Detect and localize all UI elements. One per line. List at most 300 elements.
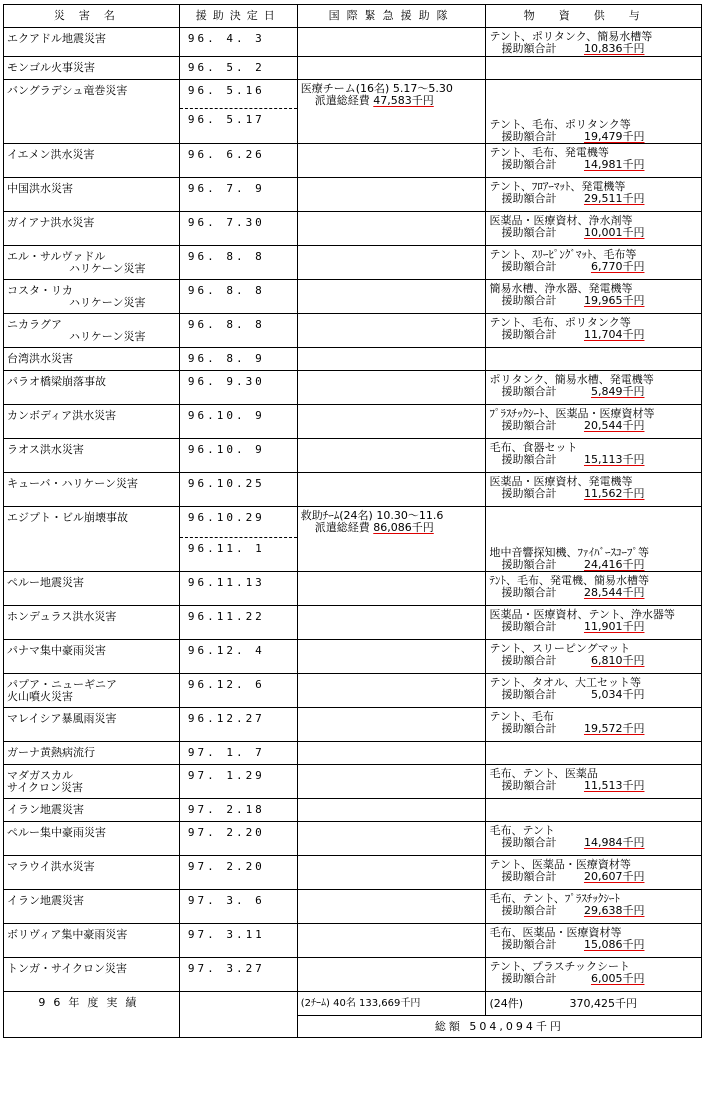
aid-total-line: [489, 131, 698, 143]
disaster-relief-table: [3, 4, 702, 1038]
team-cost-amount: 47,583千円: [373, 94, 434, 107]
disaster-name: パプア・ニューギニア: [7, 678, 117, 691]
aid-items: 医薬品・医療資材、浄水剤等: [489, 213, 633, 227]
decision-date: 96. 7.30: [179, 211, 297, 245]
aid-total-label: 援助額合計: [501, 938, 557, 951]
aid-total-line: [489, 454, 698, 466]
aid-total-amount-text: 20,544千円: [583, 418, 645, 432]
decision-date: 97. 1.29: [179, 765, 297, 799]
aid-total-line: [489, 621, 698, 633]
aid-total-amount-text: 6,810千円: [590, 654, 645, 667]
aid-total-label: 援助額合計: [501, 722, 557, 735]
table-row: [4, 742, 702, 765]
disaster-name-cell: [4, 57, 180, 80]
aid-total-amount: [556, 43, 644, 55]
disaster-name: エル・サルヴァドル: [7, 249, 106, 263]
aid-total-amount-text: 6,770千円: [590, 259, 645, 273]
aid-items: 毛布、食器セット: [489, 440, 578, 454]
disaster-name-cell: [4, 640, 180, 674]
header-row: [4, 5, 702, 28]
aid-items: 毛布、医薬品・医療資材等: [489, 926, 622, 939]
table-row: [4, 313, 702, 347]
aid-total-line: [489, 689, 698, 701]
relief-team-cell: [297, 674, 486, 708]
relief-team-cell: [297, 177, 486, 211]
decision-date: 96. 5.16: [179, 80, 297, 109]
disaster-name-cell: [4, 177, 180, 211]
decision-date: 96.11.22: [179, 606, 297, 640]
aid-total-label: 援助額合計: [501, 42, 557, 55]
aid-total-amount-text: 19,572千円: [583, 722, 645, 735]
material-aid-cell: [486, 438, 702, 472]
relief-team-cell: [297, 506, 486, 537]
summary-row: [4, 992, 702, 1016]
disaster-name: ホンデュラス洪水災害: [7, 610, 117, 623]
disaster-name: マダガスカル: [7, 769, 73, 782]
table-row: [4, 472, 702, 506]
disaster-name: ニカラグア: [7, 317, 62, 331]
material-aid-cell: [486, 606, 702, 640]
decision-date: 97. 2.18: [179, 799, 297, 822]
aid-items: テント、スリーピングマット: [489, 642, 631, 655]
aid-total-amount: [556, 420, 644, 432]
aid-items: 医薬品・医療資材、テント、浄水器等: [489, 608, 675, 621]
table-row: [4, 211, 702, 245]
relief-team-cell: [297, 742, 486, 765]
material-aid-cell: [486, 742, 702, 765]
disaster-name-cell: [4, 109, 180, 144]
disaster-name: イラン地震災害: [7, 803, 84, 816]
aid-items: テント、プラスチックシート: [489, 960, 631, 973]
aid-total-label: 援助額合計: [501, 558, 557, 571]
aid-total-label: 援助額合計: [501, 225, 557, 239]
disaster-name: ボリヴィア集中豪雨災害: [7, 928, 128, 941]
table-row: [4, 279, 702, 313]
team-cost-amount: 86,086千円: [373, 520, 434, 534]
relief-team-cell: [297, 572, 486, 606]
decision-date: 96.10. 9: [179, 438, 297, 472]
summary-date-cell: [179, 992, 297, 1016]
disaster-name-cell: [4, 279, 180, 313]
relief-team-cell: [297, 279, 486, 313]
aid-total-amount-text: 11,513千円: [583, 779, 645, 792]
aid-total-amount: [556, 131, 644, 143]
table-row: [4, 370, 702, 404]
aid-total-amount-text: 24,416千円: [583, 558, 645, 571]
disaster-name-line2: ハリケーン災害: [69, 295, 146, 309]
disaster-name: エジプト・ビル崩壊事故: [7, 510, 128, 524]
aid-items: テント、毛布: [489, 710, 554, 723]
decision-date: 96. 8. 8: [179, 313, 297, 347]
relief-team-cell: [297, 245, 486, 279]
material-aid-cell: [486, 211, 702, 245]
aid-total-label: 援助額合計: [501, 486, 557, 500]
disaster-name: パラオ橋梁崩落事故: [7, 374, 106, 388]
disaster-name-cell: [4, 80, 180, 109]
material-aid-cell: [486, 404, 702, 438]
aid-total-line: [489, 488, 698, 500]
decision-date: 96. 7. 9: [179, 177, 297, 211]
disaster-name: トンガ・サイクロン災害: [7, 962, 128, 975]
aid-total-amount: [556, 871, 644, 883]
material-aid-cell: [486, 313, 702, 347]
decision-date: 96.10.29: [179, 506, 297, 537]
disaster-name: イエメン洪水災害: [7, 147, 95, 161]
total-blank-date: [179, 1016, 297, 1038]
decision-date: 97. 1. 7: [179, 742, 297, 765]
aid-total-amount: [556, 655, 644, 667]
table-row: [4, 347, 702, 370]
material-aid-cell: [486, 80, 702, 109]
table-row: [4, 890, 702, 924]
decision-date: 96. 9.30: [179, 370, 297, 404]
decision-date: 97. 2.20: [179, 822, 297, 856]
relief-team-cell: [297, 606, 486, 640]
aid-items: テント、ｽﾘｰﾋﾟﾝｸﾞﾏｯﾄ、毛布等: [489, 247, 637, 261]
disaster-name: ペルー集中豪雨災害: [7, 826, 106, 839]
material-aid-cell: [486, 143, 702, 177]
aid-items: 地中音響探知機、ﾌｧｲﾊﾞｰｽｺｰﾌﾟ等: [489, 546, 649, 559]
aid-total-amount: [556, 723, 644, 735]
aid-total-line: [489, 386, 698, 398]
aid-total-amount-text: 10,836千円: [583, 42, 645, 55]
table-row: [4, 856, 702, 890]
aid-total-line: [489, 973, 698, 985]
disaster-name-line2: ハリケーン災害: [69, 329, 146, 343]
disaster-name: マラウイ洪水災害: [7, 860, 95, 873]
relief-team-cell: [297, 404, 486, 438]
relief-team-cell: [297, 765, 486, 799]
aid-total-amount: [556, 939, 644, 951]
aid-items: 毛布、テント、ﾌﾟﾗｽﾁｯｸｼｰﾄ: [489, 892, 620, 905]
aid-total-amount-text: 11,562千円: [583, 486, 645, 500]
aid-total-amount-text: 11,901千円: [583, 620, 645, 633]
relief-team-cell: [297, 143, 486, 177]
disaster-name-line2: ハリケーン災害: [69, 261, 146, 275]
aid-total-label: 援助額合計: [501, 654, 557, 667]
decision-date: 96. 8. 9: [179, 347, 297, 370]
disaster-name-cell: [4, 708, 180, 742]
aid-items: ポリタンク、簡易水槽、発電機等: [489, 372, 654, 386]
table-row: [4, 80, 702, 109]
aid-total-line: [489, 261, 698, 273]
table-row: [4, 708, 702, 742]
decision-date: 96. 8. 8: [179, 245, 297, 279]
disaster-name-cell: [4, 506, 180, 537]
material-aid-cell: [486, 958, 702, 992]
aid-total-line: [489, 837, 698, 849]
aid-total-amount-text: 10,001千円: [583, 225, 645, 239]
aid-total-line: [489, 723, 698, 735]
grand-total: 総額 504,094千円: [297, 1016, 701, 1038]
aid-items: ﾌﾟﾗｽﾁｯｸｼｰﾄ、医薬品・医療資材等: [489, 406, 655, 420]
table-row: [4, 506, 702, 537]
decision-date: 96.11.13: [179, 572, 297, 606]
table-row: [4, 606, 702, 640]
disaster-name: ラオス洪水災害: [7, 442, 84, 456]
relief-team-cell: [297, 472, 486, 506]
aid-total-amount-text: 15,086千円: [583, 938, 645, 951]
disaster-name: コスタ・リカ: [7, 283, 73, 297]
aid-total-label: 援助額合計: [501, 293, 557, 307]
disaster-name: バングラデシュ竜巻災害: [7, 84, 128, 97]
material-aid-cell: [486, 472, 702, 506]
disaster-name-cell: [4, 143, 180, 177]
aid-total-line: [489, 587, 698, 599]
aid-total-line: [489, 43, 698, 55]
aid-total-label: 援助額合計: [501, 904, 557, 917]
aid-total-label: 援助額合計: [501, 452, 557, 466]
relief-team-cell: [297, 80, 486, 109]
relief-team-cell: [297, 799, 486, 822]
team-details: 医療チーム(16名) 5.17〜5.30: [300, 82, 453, 95]
disaster-name: パナマ集中豪雨災害: [7, 644, 106, 657]
decision-date: 96. 5. 2: [179, 57, 297, 80]
disaster-name-cell: [4, 537, 180, 572]
table-row: [4, 765, 702, 799]
material-aid-cell: [486, 279, 702, 313]
decision-date: 96. 4. 3: [179, 28, 297, 57]
decision-date: 96.10.25: [179, 472, 297, 506]
relief-team-cell: [297, 28, 486, 57]
summary-label: 96年度実績: [4, 992, 180, 1016]
decision-date: 97. 3.11: [179, 924, 297, 958]
material-aid-cell: [486, 640, 702, 674]
table-row: [4, 674, 702, 708]
aid-total-label: 援助額合計: [501, 620, 557, 633]
summary-aid-amount: 370,425千円: [569, 997, 637, 1010]
decision-date: 97. 3.27: [179, 958, 297, 992]
relief-team-cell: [297, 211, 486, 245]
disaster-name-cell: [4, 572, 180, 606]
aid-total-label: 援助額合計: [501, 191, 557, 205]
relief-team-cell: [297, 313, 486, 347]
disaster-name-line2: サイクロン災害: [7, 781, 84, 794]
decision-date: 96. 6.26: [179, 143, 297, 177]
disaster-name-cell: [4, 438, 180, 472]
relief-team-cell: [297, 370, 486, 404]
aid-total-amount: [556, 905, 644, 917]
table-row: [4, 109, 702, 144]
aid-total-label: 援助額合計: [501, 779, 557, 792]
decision-date: 96.12. 4: [179, 640, 297, 674]
aid-total-label: 援助額合計: [501, 129, 557, 143]
total-blank-name: [4, 1016, 180, 1038]
aid-total-line: [489, 939, 698, 951]
disaster-name: ガイアナ洪水災害: [7, 215, 95, 229]
disaster-name-cell: [4, 822, 180, 856]
summary-aid-count: (24件): [489, 997, 524, 1010]
material-aid-cell: [486, 109, 702, 144]
decision-date: 96.12. 6: [179, 674, 297, 708]
table-row: [4, 177, 702, 211]
disaster-name-cell: [4, 799, 180, 822]
aid-total-label: 援助額合計: [501, 972, 557, 985]
aid-total-amount-text: 20,607千円: [583, 870, 645, 883]
material-aid-cell: [486, 765, 702, 799]
decision-date: 96. 8. 8: [179, 279, 297, 313]
relief-team-cell: [297, 537, 486, 572]
material-aid-cell: [486, 572, 702, 606]
material-aid-cell: [486, 924, 702, 958]
disaster-name: モンゴル火事災害: [7, 61, 95, 74]
aid-total-label: 援助額合計: [501, 327, 557, 341]
disaster-name-cell: [4, 404, 180, 438]
table-row: [4, 537, 702, 572]
material-aid-cell: [486, 890, 702, 924]
header-relief-team: 国際緊急援助隊: [297, 5, 486, 28]
aid-total-amount: [556, 973, 644, 985]
team-cost-line: [301, 522, 483, 534]
aid-total-amount-text: 19,479千円: [583, 129, 645, 143]
relief-team-cell: [297, 856, 486, 890]
disaster-name-cell: [4, 890, 180, 924]
decision-date: 96.12.27: [179, 708, 297, 742]
aid-total-amount: [556, 193, 644, 205]
aid-total-label: 援助額合計: [501, 688, 557, 701]
aid-total-label: 援助額合計: [501, 836, 557, 849]
aid-total-amount: [556, 837, 644, 849]
disaster-name-cell: [4, 370, 180, 404]
disaster-name-cell: [4, 958, 180, 992]
aid-total-line: [489, 420, 698, 432]
material-aid-cell: [486, 370, 702, 404]
aid-total-label: 援助額合計: [501, 870, 557, 883]
disaster-name: マレイシア暴風雨災害: [7, 712, 117, 725]
aid-items: テント、ポリタンク、簡易水槽等: [489, 30, 653, 43]
header-decision-date: 援助決定日: [179, 5, 297, 28]
decision-date: 96.11. 1: [179, 537, 297, 572]
aid-total-amount: [556, 329, 644, 341]
aid-total-amount: [556, 295, 644, 307]
disaster-name: カンボディア洪水災害: [7, 408, 117, 422]
aid-items: テント、タオル、大工セット等: [489, 676, 642, 689]
table-row: [4, 640, 702, 674]
aid-total-line: [489, 193, 698, 205]
aid-total-label: 援助額合計: [501, 157, 557, 171]
material-aid-cell: [486, 822, 702, 856]
material-aid-cell: [486, 57, 702, 80]
aid-total-amount-text: 29,511千円: [583, 191, 645, 205]
aid-items: 毛布、テント、医薬品: [489, 767, 598, 780]
relief-team-cell: [297, 890, 486, 924]
aid-total-amount-text: 5,034千円: [590, 688, 645, 701]
material-aid-cell: [486, 177, 702, 211]
table-row: [4, 57, 702, 80]
material-aid-cell: [486, 245, 702, 279]
header-material-aid: 物資供与: [486, 5, 702, 28]
disaster-name: キューバ・ハリケーン災害: [7, 476, 139, 490]
disaster-name-cell: [4, 742, 180, 765]
disaster-name-cell: [4, 28, 180, 57]
material-aid-cell: [486, 674, 702, 708]
relief-team-cell: [297, 822, 486, 856]
team-details: 救助ﾁｰﾑ(24名) 10.30〜11.6: [300, 508, 444, 522]
aid-total-line: [489, 559, 698, 571]
table-row: [4, 799, 702, 822]
relief-team-cell: [297, 958, 486, 992]
aid-items: 毛布、テント: [489, 824, 555, 837]
material-aid-cell: [486, 856, 702, 890]
aid-total-label: 援助額合計: [501, 384, 557, 398]
decision-date: 96.10. 9: [179, 404, 297, 438]
disaster-name: 中国洪水災害: [7, 181, 73, 195]
aid-total-line: [489, 329, 698, 341]
relief-team-cell: [297, 640, 486, 674]
disaster-name-cell: [4, 245, 180, 279]
aid-items: 医薬品・医療資材、発電機等: [489, 474, 633, 488]
aid-total-line: [489, 780, 698, 792]
material-aid-cell: [486, 28, 702, 57]
aid-total-amount-text: 11,704千円: [583, 327, 645, 341]
table-row: [4, 924, 702, 958]
aid-total-amount: [556, 159, 644, 171]
aid-total-amount: [556, 454, 644, 466]
relief-team-cell: [297, 109, 486, 144]
aid-total-amount: [556, 780, 644, 792]
team-cost-line: [301, 95, 483, 107]
aid-total-amount: [556, 559, 644, 571]
aid-items: テント、毛布、発電機等: [489, 145, 609, 159]
aid-items: ﾃﾝﾄ、毛布、発電機、簡易水槽等: [489, 574, 649, 587]
table-row: [4, 143, 702, 177]
aid-total-line: [489, 227, 698, 239]
table-row: [4, 438, 702, 472]
summary-aid: [486, 992, 702, 1016]
aid-items: 簡易水槽、浄水器、発電機等: [489, 281, 633, 295]
team-cost-label: 派遣総経費: [314, 520, 370, 534]
aid-total-amount-text: 6,005千円: [590, 972, 645, 985]
aid-total-label: 援助額合計: [501, 418, 557, 432]
material-aid-cell: [486, 506, 702, 537]
aid-total-label: 援助額合計: [501, 586, 557, 599]
material-aid-cell: [486, 537, 702, 572]
disaster-name: イラン地震災害: [7, 894, 84, 907]
aid-total-amount-text: 29,638千円: [583, 904, 645, 917]
aid-total-amount-text: 14,984千円: [583, 836, 645, 849]
aid-total-amount-text: 5,849千円: [590, 384, 645, 398]
relief-team-cell: [297, 708, 486, 742]
relief-team-cell: [297, 438, 486, 472]
disaster-name-cell: [4, 313, 180, 347]
aid-items: テント、ﾌﾛｱｰﾏｯﾄ、発電機等: [489, 179, 626, 193]
aid-total-amount: [556, 386, 644, 398]
aid-total-amount: [556, 587, 644, 599]
material-aid-cell: [486, 347, 702, 370]
aid-total-line: [489, 655, 698, 667]
disaster-name: 台湾洪水災害: [7, 351, 73, 365]
aid-total-line: [489, 905, 698, 917]
aid-items: テント、毛布、ポリタンク等: [489, 315, 631, 329]
decision-date: 96. 5.17: [179, 109, 297, 144]
aid-total-amount-text: 15,113千円: [583, 452, 645, 466]
aid-total-label: 援助額合計: [501, 259, 557, 273]
disaster-name-cell: [4, 924, 180, 958]
aid-total-amount: [556, 488, 644, 500]
disaster-name-line2: 火山噴火災害: [7, 690, 73, 703]
aid-total-amount: [556, 621, 644, 633]
material-aid-cell: [486, 799, 702, 822]
disaster-name-cell: [4, 856, 180, 890]
aid-total-line: [489, 871, 698, 883]
decision-date: 97. 3. 6: [179, 890, 297, 924]
header-disaster-name: 災害名: [4, 5, 180, 28]
table-row: [4, 404, 702, 438]
disaster-name: ペルー地震災害: [7, 576, 84, 589]
aid-items: テント、医薬品・医療資材等: [489, 858, 631, 871]
aid-total-amount: [556, 261, 644, 273]
table-row: [4, 822, 702, 856]
